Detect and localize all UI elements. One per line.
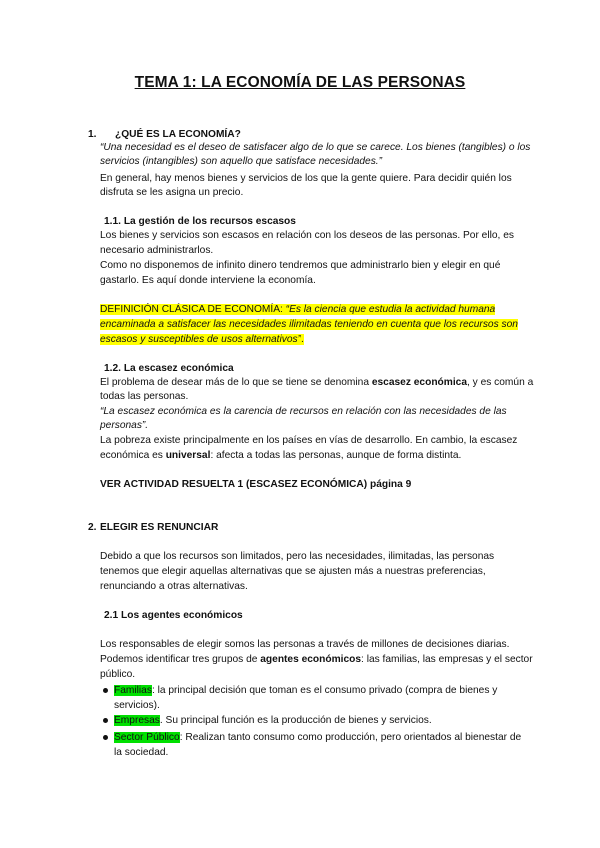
- activity-reference: VER ACTIVIDAD RESUELTA 1 (ESCASEZ ECONÓMICA) página 9: [100, 479, 412, 490]
- section-2-number: 2.: [88, 522, 97, 533]
- term-escasez-economica: escasez económica: [371, 377, 467, 388]
- section-1-paragraph-line-2: disfruta se les asigna un precio.: [100, 187, 244, 198]
- term-familias: Familias: [114, 685, 152, 696]
- term-sector-publico: Sector Público: [114, 732, 180, 743]
- definition-period: .: [301, 334, 304, 345]
- term-agentes-economicos: agentes económicos: [260, 654, 362, 665]
- subsection-1-2-line-6-a: económica es: [100, 450, 166, 461]
- bullet-icon: [103, 688, 108, 693]
- section-2-line-2: tenemos que elegir aquellas alternativas que se ajusten más a nuestras preferencias,: [100, 566, 486, 577]
- bullet-sector-publico: [114, 731, 521, 744]
- bullet-empresas-text: . Su principal función es la producción de bienes y servicios.: [159, 715, 432, 726]
- bullet-sector-publico-text: : Realizan tanto consumo como producción, pero orientados al bienestar de: [179, 732, 522, 743]
- subsection-1-2-line-1-c: , y es común a: [466, 377, 534, 388]
- section-1-quote-line-1: “Una necesidad es el deseo de satisfacer algo de lo que se carece. Los bienes (tangibles) o los: [100, 142, 531, 153]
- subsection-1-2-quote-2: personas”.: [100, 420, 149, 431]
- subsection-1-2-quote-1: “La escasez económica es la carencia de recursos en relación con las necesidades de las: [100, 406, 507, 417]
- bullet-sector-publico-line-2: la sociedad.: [114, 747, 169, 758]
- definition-line-3: [100, 333, 304, 346]
- definition-line-2: [100, 318, 518, 331]
- section-1-quote-line-2: servicios (intangibles) son aquello que satisface necesidades.”: [100, 156, 383, 167]
- subsection-1-2-line-5: La pobreza existe principalmente en los países en vías de desarrollo. En cambio, la escasez: [100, 435, 518, 446]
- section-2-heading: ELEGIR ES RENUNCIAR: [100, 522, 219, 533]
- subsection-1-1-line-1: Los bienes y servicios son escasos en relación con los deseos de las personas. Por ello, es: [100, 230, 514, 241]
- bullet-icon: [103, 718, 108, 723]
- subsection-1-2-line-6: [100, 449, 461, 462]
- subsection-1-2-line-6-c: : afecta a todas las personas, aunque de forma distinta.: [210, 450, 462, 461]
- definition-text-middle: encaminada a satisfacer las necesidades ilimitadas teniendo en cuenta que los recursos son: [100, 319, 518, 330]
- subsection-1-2-line-2: todas las personas.: [100, 391, 189, 402]
- term-empresas: Empresas: [114, 715, 160, 726]
- section-2-line-3: renunciando a otras alternativas.: [100, 581, 248, 592]
- bullet-familias: [114, 684, 497, 697]
- bullet-familias-text: : la principal decisión que toman es el consumo privado (compra de bienes y: [151, 685, 498, 696]
- subsection-2-1-line-2-a: Podemos identificar tres grupos de: [100, 654, 261, 665]
- section-1-number: 1.: [88, 129, 97, 140]
- subsection-2-1-heading: 2.1 Los agentes económicos: [104, 610, 243, 621]
- subsection-1-2-line-1-a: El problema de desear más de lo que se tiene se denomina: [100, 377, 372, 388]
- bullet-empresas: [114, 714, 432, 727]
- bullet-icon: [103, 735, 108, 740]
- subsection-2-1-line-1: Los responsables de elegir somos las personas a través de millones de decisiones diarias.: [100, 639, 510, 650]
- definition-label: DEFINICIÓN CLÁSICA DE ECONOMÍA:: [100, 304, 283, 315]
- subsection-2-1-line-3: público.: [100, 669, 136, 680]
- section-1-heading: ¿QUÉ ES LA ECONOMÍA?: [115, 129, 241, 140]
- section-2-line-1: Debido a que los recursos son limitados, pero las necesidades, ilimitadas, las personas: [100, 551, 495, 562]
- page-title: TEMA 1: LA ECONOMÍA DE LAS PERSONAS: [134, 74, 466, 91]
- subsection-2-1-line-2-c: : las familias, las empresas y el sector: [361, 654, 533, 665]
- bullet-familias-line-2: servicios).: [114, 700, 160, 711]
- definition-line-1: [100, 303, 495, 316]
- subsection-2-1-line-2: [100, 653, 533, 666]
- section-1-paragraph-line-1: En general, hay menos bienes y servicios de los que la gente quiere. Para decidir quién los: [100, 173, 512, 184]
- subsection-1-1-line-4: gastarlo. Es aquí donde interviene la economía.: [100, 275, 316, 286]
- subsection-1-1-line-2: necesario administrarlos.: [100, 245, 214, 256]
- subsection-1-1-line-3: Como no disponemos de infinito dinero tendremos que administrarlo bien y elegir en qué: [100, 260, 501, 271]
- subsection-1-2-heading: 1.2. La escasez económica: [104, 363, 234, 374]
- subsection-1-1-heading: 1.1. La gestión de los recursos escasos: [104, 216, 296, 227]
- term-universal: universal: [165, 450, 211, 461]
- definition-text-start: “Es la ciencia que estudia la actividad humana: [282, 304, 496, 315]
- definition-text-end: escasos y susceptibles de usos alternativos”: [100, 334, 302, 345]
- subsection-1-2-line-1: [100, 376, 533, 389]
